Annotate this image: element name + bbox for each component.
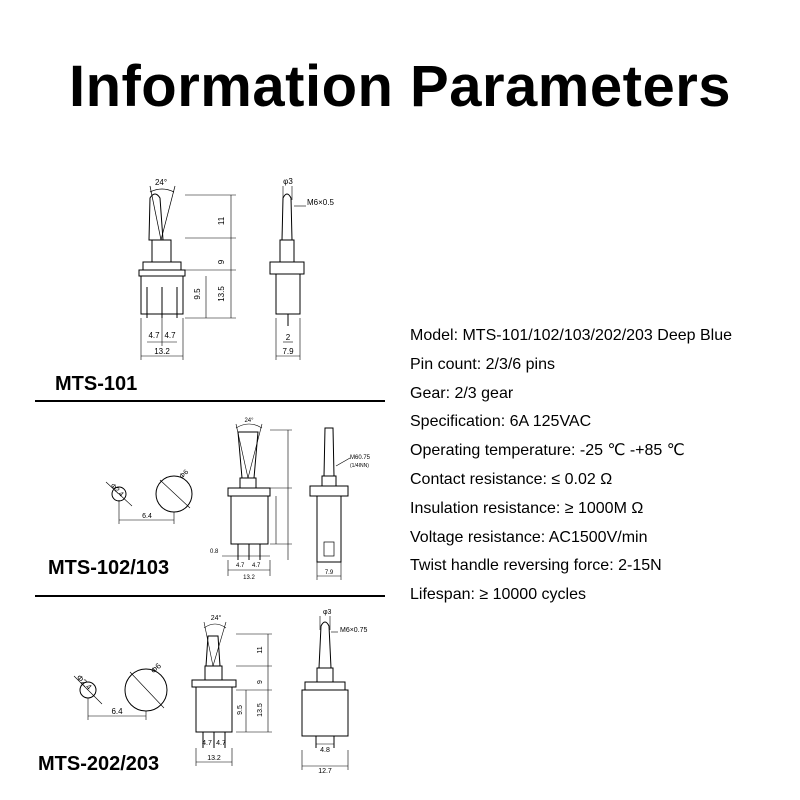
mts-101-h-mid: 9	[217, 259, 226, 265]
mts-202-width: 13.2	[207, 755, 221, 762]
mts-202-hole-spacing: 6.4	[111, 707, 123, 716]
mts-202-pitch-a: 4.7	[202, 740, 212, 747]
spec-operating-temperature: Operating temperature: -25 ℃ -+85 ℃	[410, 442, 685, 460]
spec-pin-count: Pin count: 2/3/6 pins	[410, 355, 555, 373]
mts-102-side-thread: M60.75	[350, 455, 371, 461]
mts-202-h-body: 13.5	[257, 703, 264, 717]
mts-202-h-pin: 9.5	[237, 705, 244, 715]
spec-model: Model: MTS-101/102/103/202/203 Deep Blue	[410, 327, 732, 344]
mts-202-h-mid: 9	[257, 680, 264, 684]
mts-102-side-thread-note: (1/4INN)	[350, 463, 369, 469]
spec-voltage-resistance: Voltage resistance: AC1500V/min	[410, 528, 648, 546]
mts-102-angle-label: 24°	[244, 418, 254, 424]
mts-101-label: MTS-101	[55, 373, 138, 395]
page-title: Information Parameters	[68, 54, 732, 119]
mts-202-side-pitch: 4.8	[320, 747, 330, 754]
spec-reversing-force: Twist handle reversing force: 2-15N	[410, 557, 662, 575]
mts-101-side-pin: 2	[285, 333, 291, 342]
mts-101-width: 13.2	[154, 347, 170, 356]
mts-101-side-dia: φ3	[283, 177, 293, 186]
mts-101-h-top: 11	[217, 216, 226, 226]
mts-102-thick: 0.8	[210, 549, 219, 555]
mts-101-pitch-b: 4.7	[164, 331, 176, 340]
spec-rating: Specification: 6A 125VAC	[410, 413, 592, 431]
mts-102-hole-large: Φ6	[178, 468, 191, 481]
mts-202-hole-small: Φ2.4	[74, 673, 94, 692]
mts-102-hole-small: Φ2.4	[108, 482, 125, 499]
mts-102-pitch-a: 4.7	[236, 563, 245, 569]
spec-lifespan: Lifespan: ≥ 10000 cycles	[410, 586, 586, 604]
mts-102-front-view	[222, 424, 292, 576]
mts-101-side-thread: M6×0.5	[307, 198, 334, 207]
mts-101-side-width: 7.9	[282, 347, 294, 356]
mts-101-angle-label: 24°	[154, 178, 168, 187]
mts-202-label: MTS-202/203	[38, 753, 160, 775]
mts-202-side-thread: M6×0.75	[340, 627, 368, 634]
spec-list	[410, 322, 800, 610]
mts-202-pitch-b: 4.7	[216, 740, 226, 747]
mts-202-side-dia: φ3	[323, 609, 332, 616]
mts-101-h-body: 13.5	[217, 286, 226, 302]
spec-insulation-resistance: Insulation resistance: ≥ 1000M Ω	[410, 499, 644, 517]
mts-102-pitch-b: 4.7	[252, 563, 261, 569]
spec-gear: Gear: 2/3 gear	[410, 384, 514, 402]
mts-102-side-width: 7.9	[324, 570, 334, 576]
mts-101-pitch-a: 4.7	[148, 331, 160, 340]
spec-contact-resistance: Contact resistance: ≤ 0.02 Ω	[410, 470, 613, 488]
mts-202-hole-large: Φ6	[149, 661, 164, 676]
mts-101-h-pin: 9.5	[193, 288, 202, 300]
mts-102-label: MTS-102/103	[48, 557, 170, 579]
mts-102-hole-spacing: 6.4	[142, 513, 152, 520]
mts-202-angle-label: 24°	[210, 615, 222, 622]
mts-102-width: 13.2	[243, 575, 255, 581]
mts-202-side-width: 12.7	[318, 768, 332, 775]
mts-202-h-top: 11	[257, 646, 264, 654]
mts-102-side-view	[310, 428, 350, 580]
